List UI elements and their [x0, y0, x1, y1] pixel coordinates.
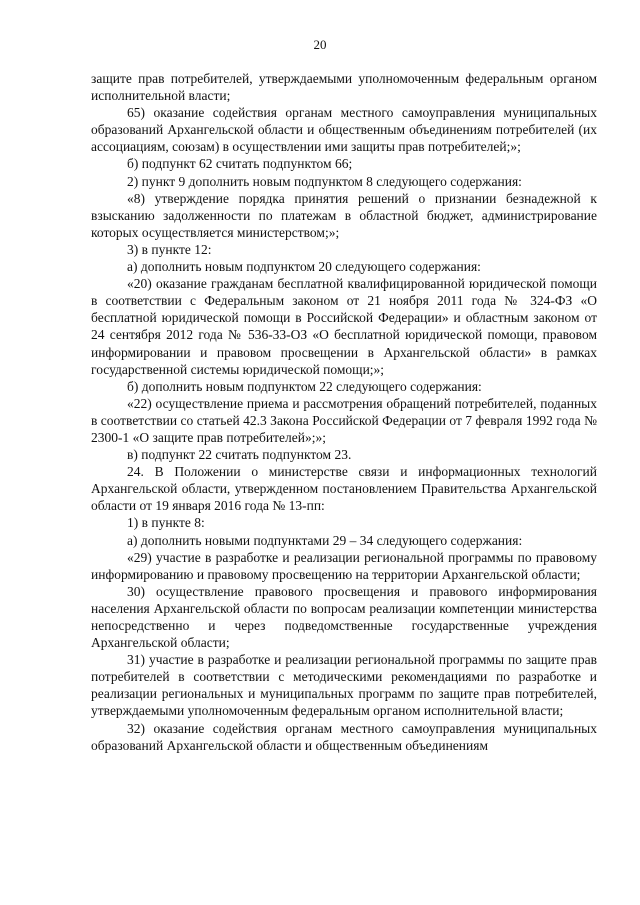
paragraph: а) дополнить новым подпунктом 20 следующего содержания: [127, 259, 481, 275]
document-body [91, 70, 597, 754]
paragraph: б) подпункт 62 считать подпунктом 66; [127, 156, 353, 172]
paragraph: защите прав потребителей, утверждаемыми уполномоченным федеральным органом исполнительной власти; [91, 71, 597, 104]
paragraph: 31) участие в разработке и реализации региональной программы по защите прав потребителей в соответствии с методическими рекомендациями по разработке и реализации региональных и муниципальных программ по защите прав потребителей, утверждаемыми уполномоченным федеральным органом исполнительной власти; [91, 652, 597, 719]
paragraph: б) дополнить новым подпунктом 22 следующего содержания: [127, 378, 482, 394]
paragraph: «20) оказание гражданам бесплатной квалифицированной юридической помощи в соответствии с Федеральным законом от 21 ноября 2011 года № 324-ФЗ «О бесплатной юридической помощи в Российской Федерации» и областным законом от 24 сентября 2012 года № 536-33-ОЗ «О бесплатной юридической помощи, правовом информировании и правовом просвещении в Архангельской области» в рамках государственной системы юридической помощи;»; [91, 276, 597, 377]
page-number: 20 [313, 37, 327, 52]
paragraph: «8) утверждение порядка принятия решений о признании безнадежной к взысканию задолженности по платежам в областной бюджет, администрирование которых осуществляется министерством;»; [91, 190, 597, 240]
paragraph: 30) осуществление правового просвещения и правового информирования населения Архангельской области по вопросам реализации компетенции министерства непосредственно и через подведомственные государственные учреждения Архангельской области; [91, 583, 597, 651]
paragraph: 3) в пункте 12: [127, 241, 212, 257]
paragraph: «22) осуществление приема и рассмотрения обращений потребителей, поданных в соответствии со статьей 42.3 Закона Российской Федерации от 7 февраля 1992 года № 2300-1 «О защите прав потребителей»;»; [91, 395, 597, 445]
paragraph: 32) оказание содействия органам местного самоуправления муниципальных образований Архангельской области и общественным объединениям [91, 720, 597, 753]
paragraph: 24. В Положении о министерстве связи и информационных технологий Архангельской области, утвержденном постановлением Правительства Архангельской области от 19 января 2016 года № 13-пп: [91, 464, 597, 514]
paragraph: 1) в пункте 8: [127, 515, 205, 531]
paragraph: а) дополнить новыми подпунктами 29 – 34 следующего содержания: [127, 532, 523, 548]
paragraph: 65) оказание содействия органам местного самоуправления муниципальных образований Архангельской области и общественным объединениям потребителей (их ассоциациям, союзам) в осуществлении ими защиты прав потребителей;»; [91, 105, 597, 155]
paragraph: 2) пункт 9 дополнить новым подпунктом 8 следующего содержания: [127, 173, 522, 189]
paragraph: «29) участие в разработке и реализации региональной программы по правовому информированию и правовому просвещению на территории Архангельской области; [91, 549, 597, 582]
paragraph: в) подпункт 22 считать подпунктом 23. [127, 447, 352, 463]
